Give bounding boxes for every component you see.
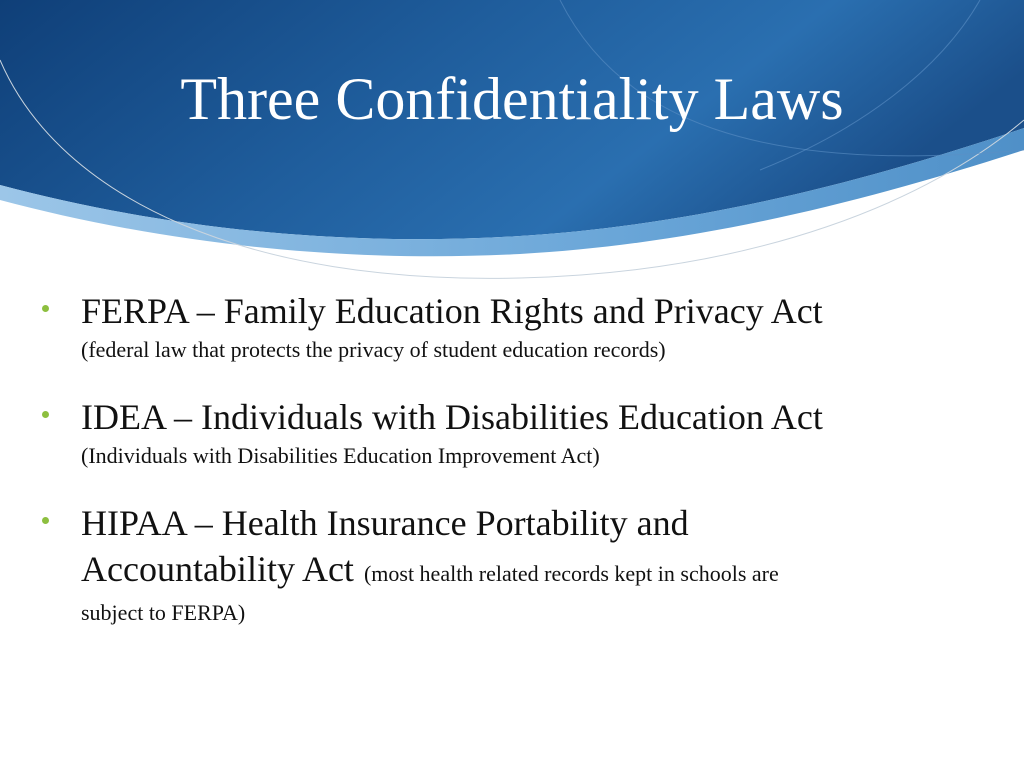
header-wave-graphic bbox=[0, 0, 1024, 290]
bullet-sub-tail-text: subject to FERPA) bbox=[81, 600, 246, 625]
bullet-main-text-line1: HIPAA – Health Insurance Portability and bbox=[81, 503, 689, 543]
bullet-dot-icon bbox=[42, 411, 49, 418]
bullet-idea bbox=[40, 394, 990, 472]
bullet-sub-text: (federal law that protects the privacy of student education records) bbox=[81, 337, 666, 362]
bullet-hipaa bbox=[40, 500, 990, 629]
bullet-list bbox=[40, 288, 990, 657]
bullet-main-text-line2 bbox=[81, 546, 990, 597]
bullet-sub-text: (Individuals with Disabilities Education Improvement Act) bbox=[81, 443, 600, 468]
bullet-main-text: FERPA – Family Education Rights and Privacy Act bbox=[81, 291, 823, 331]
bullet-dot-icon bbox=[42, 305, 49, 312]
bullet-dot-icon bbox=[42, 517, 49, 524]
bullet-main-text-line2-label: Accountability Act bbox=[81, 549, 354, 589]
slide-title: Three Confidentiality Laws bbox=[180, 66, 844, 132]
bullet-main-text: IDEA – Individuals with Disabilities Education Act bbox=[81, 397, 823, 437]
bullet-ferpa bbox=[40, 288, 990, 366]
bullet-inline-sub-text: (most health related records kept in schools are bbox=[363, 561, 779, 586]
